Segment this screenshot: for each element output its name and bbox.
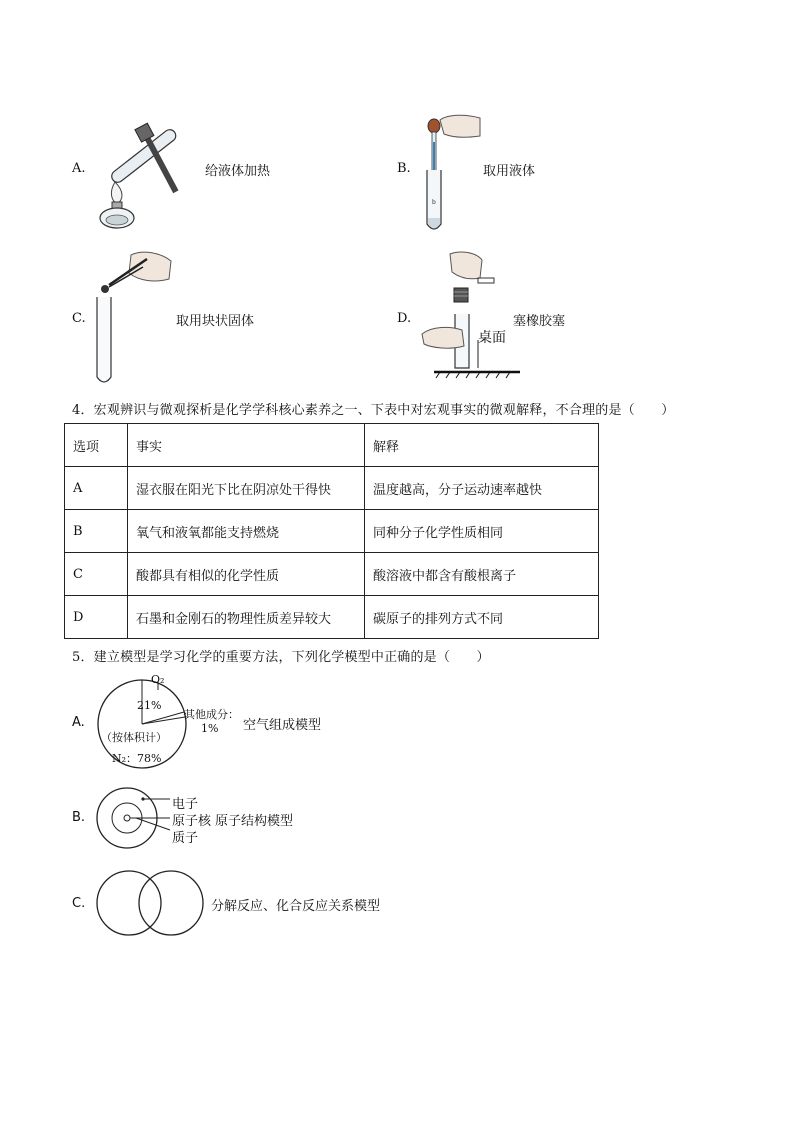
- table-row: [65, 510, 599, 553]
- atom-structure-diagram: [92, 784, 172, 854]
- row-option: C: [65, 553, 128, 596]
- dropper-mark: b: [432, 199, 436, 206]
- electron-label: 电子: [172, 797, 199, 812]
- n2-percent: N₂：78%: [112, 752, 162, 765]
- other-percent: 1%: [201, 722, 219, 735]
- option-c-text: 取用块状固体: [176, 314, 255, 329]
- row-explanation: 酸溶液中都含有酸根离子: [365, 553, 599, 596]
- option-a-letter: A.: [72, 161, 86, 176]
- row-fact: 湿衣服在阳光下比在阴凉处干得快: [128, 467, 365, 510]
- row-option: D: [65, 596, 128, 639]
- row-option: A: [65, 467, 128, 510]
- heating-liquid-illustration: [95, 110, 205, 235]
- volume-basis-label: （按体积计）: [101, 731, 167, 744]
- row-fact: 氧气和液氧都能支持燃烧: [128, 510, 365, 553]
- proton-label: 质子: [172, 831, 199, 846]
- header-option: 选项: [65, 424, 128, 467]
- o2-label: O₂: [151, 673, 165, 686]
- option-d-letter: D.: [397, 311, 412, 326]
- row-fact: 酸都具有相似的化学性质: [128, 553, 365, 596]
- reaction-venn-diagram: [94, 868, 209, 940]
- solid-tweezers-illustration: [95, 245, 175, 390]
- header-fact: 事实: [128, 424, 365, 467]
- option-b-letter: B.: [397, 161, 411, 176]
- table-row: [65, 467, 599, 510]
- q5-option-b-letter: B.: [72, 810, 86, 825]
- table-header-row: [65, 424, 599, 467]
- q5-option-c-letter: C.: [72, 896, 86, 911]
- table-row: [65, 596, 599, 639]
- row-option: B: [65, 510, 128, 553]
- other-components-label: 其他成分：: [184, 708, 239, 721]
- option-c-letter: C.: [72, 311, 86, 326]
- atom-model-caption: 原子结构模型: [215, 814, 294, 829]
- option-a-text: 给液体加热: [205, 164, 271, 179]
- nucleus-label: 原子核: [172, 814, 212, 829]
- row-explanation: 温度越高，分子运动速率越快: [365, 467, 599, 510]
- row-fact: 石墨和金刚石的物理性质差异较大: [128, 596, 365, 639]
- desk-label: 桌面: [478, 330, 506, 346]
- dropper-illustration: [418, 112, 483, 237]
- q4-stem: 4．宏观辨识与微观探析是化学学科核心素养之一、下表中对宏观事实的微观解释，不合理的是（ ）: [72, 403, 675, 418]
- q5-stem: 5．建立模型是学习化学的重要方法，下列化学模型中正确的是（ ）: [72, 650, 490, 665]
- facts-table: [64, 423, 599, 639]
- air-model-caption: 空气组成模型: [243, 718, 322, 733]
- option-d-text: 塞橡胶塞: [513, 314, 566, 329]
- row-explanation: 同种分子化学性质相同: [365, 510, 599, 553]
- reaction-model-caption: 分解反应、化合反应关系模型: [211, 899, 381, 914]
- table-row: [65, 553, 599, 596]
- q5-option-a-letter: A.: [72, 715, 85, 730]
- header-explanation: 解释: [365, 424, 599, 467]
- option-b-text: 取用液体: [483, 164, 536, 179]
- row-explanation: 碳原子的排列方式不同: [365, 596, 599, 639]
- o2-percent: 21%: [137, 699, 162, 712]
- stopper-illustration: [420, 250, 525, 382]
